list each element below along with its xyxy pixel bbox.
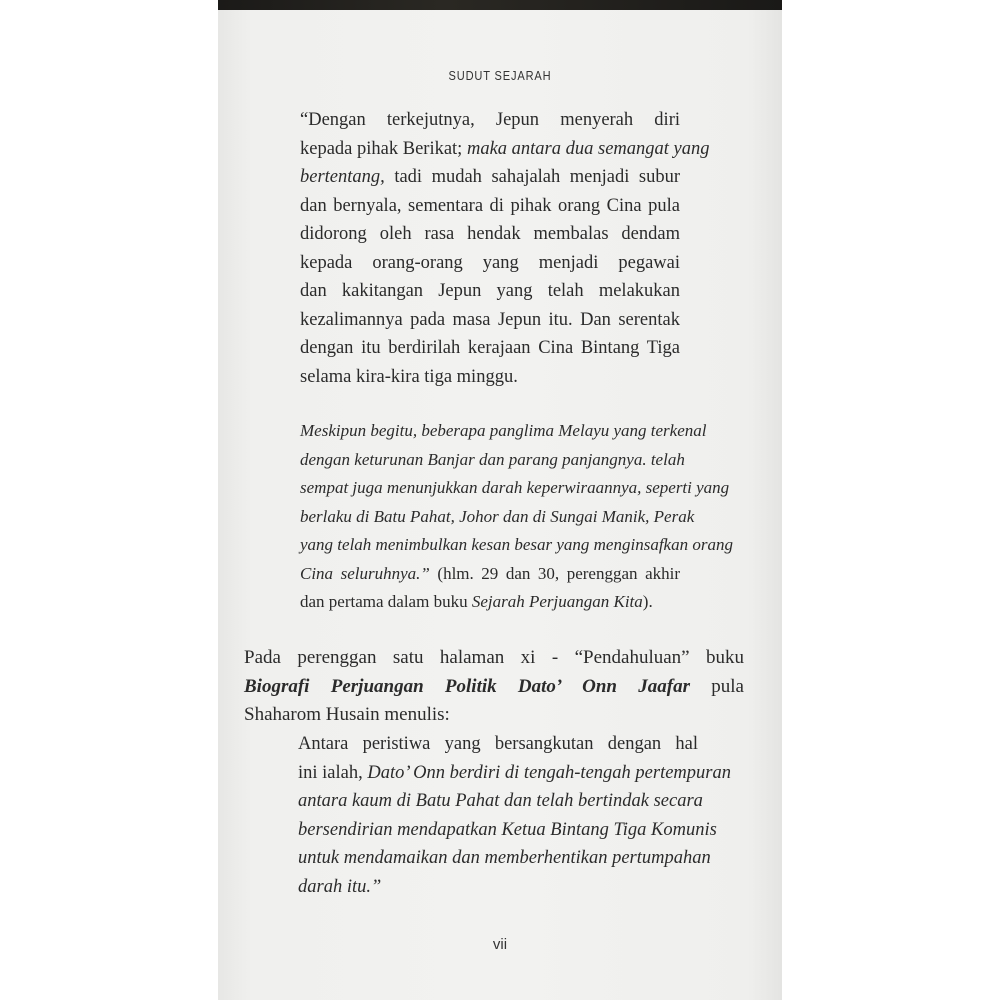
quote1-line: kepada orang-orang yang menjadi pegawai bbox=[300, 252, 680, 273]
quote3-line: antara kaum di Batu Pahat dan telah bertindak secara bbox=[298, 791, 703, 811]
quote1-line: kezalimannya pada masa Jepun itu. Dan serentak bbox=[300, 309, 680, 330]
quote-block-1 bbox=[300, 106, 710, 391]
quote1-line: didorong oleh rasa hendak membalas dendam bbox=[300, 224, 680, 244]
quote2-text: dan pertama dalam buku bbox=[300, 592, 472, 611]
quote2-line: dengan keturunan Banjar dan parang panjangnya. telah bbox=[300, 449, 685, 469]
quote1-line: “Dengan terkejutnya, Jepun menyerah diri bbox=[300, 110, 680, 130]
paragraph-line: Shaharom Husain menulis: bbox=[244, 704, 450, 725]
quote3-line bbox=[298, 759, 731, 788]
quote3-line: Antara peristiwa yang bersangkutan dengan hal bbox=[298, 734, 698, 754]
quote1-italic-text: maka antara dua semangat yang bbox=[466, 138, 710, 159]
quote-block-2 bbox=[300, 417, 733, 617]
quote1-line: selama kira-kira tiga minggu. bbox=[300, 366, 518, 387]
quote3-italic-text: Dato’ Onn berdiri di tengah-tengah pertempuran bbox=[367, 762, 731, 783]
quote1-line: dengan itu berdirilah kerajaan Cina Bintang Tiga bbox=[300, 338, 680, 358]
quote3-line: untuk mendamaikan dan memberhentikan pertumpahan bbox=[298, 848, 711, 868]
quote-block-3 bbox=[298, 730, 731, 901]
quote2-line bbox=[300, 588, 680, 617]
page-number: vii bbox=[492, 936, 508, 953]
quote1-line bbox=[300, 163, 680, 192]
quote1-line: dan kakitangan Jepun yang telah melakukan bbox=[300, 281, 680, 301]
quote2-line bbox=[300, 560, 680, 589]
quote2-line: berlaku di Batu Pahat, Johor dan di Sungai Manik, Perak bbox=[300, 506, 695, 526]
quote2-text: ). bbox=[642, 592, 653, 611]
quote2-line: yang telah menimbulkan kesan besar yang menginsafkan orang bbox=[300, 535, 733, 554]
book-page bbox=[218, 10, 782, 1000]
quote3-text: ini ialah, bbox=[298, 762, 368, 783]
quote1-line: dan bernyala, sementara di pihak orang Cina pula bbox=[300, 195, 680, 216]
paragraph-line bbox=[244, 673, 744, 702]
quote2-italic-text: Cina seluruhnya.” bbox=[300, 563, 430, 583]
book-title: Sejarah Perjuangan Kita bbox=[471, 592, 643, 611]
running-head: SUDUT SEJARAH bbox=[448, 68, 552, 83]
quote3-line: darah itu.” bbox=[298, 876, 382, 897]
quote1-text: tadi mudah sahajalah menjadi subur bbox=[394, 167, 681, 187]
quote2-text: (hlm. 29 dan 30, perenggan akhir bbox=[429, 563, 680, 583]
paragraph-text: pula bbox=[690, 675, 744, 697]
quote1-line bbox=[300, 135, 710, 164]
quote2-line: sempat juga menunjukkan darah keperwiraannya, seperti yang bbox=[300, 478, 730, 497]
quote3-line: bersendirian mendapatkan Ketua Bintang Tiga Komunis bbox=[298, 819, 717, 840]
quote1-italic-text: bertentang, bbox=[300, 167, 385, 187]
book-title-bold: Biografi Perjuangan Politik Dato’ Onn Jaafar bbox=[244, 675, 690, 697]
paragraph-line: Pada perenggan satu halaman xi - “Pendahuluan” buku bbox=[244, 647, 744, 668]
body-paragraph bbox=[244, 644, 744, 730]
quote2-line: Meskipun begitu, beberapa panglima Melayu yang terkenal bbox=[300, 421, 707, 440]
quote1-text: kepada pihak Berikat; bbox=[300, 138, 463, 159]
